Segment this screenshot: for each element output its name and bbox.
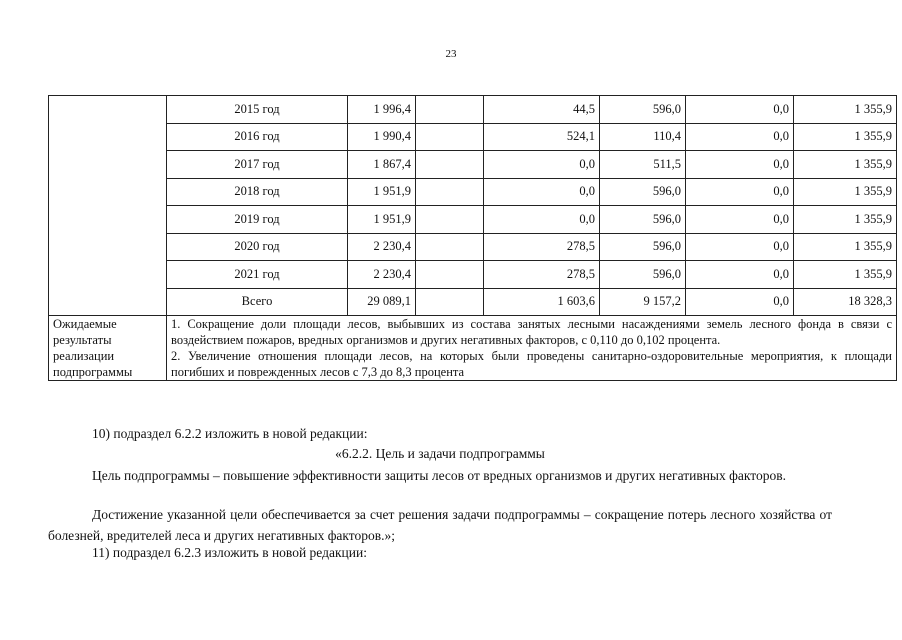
results-item-1: 1. Сокращение доли площади лесов, выбывших из состава занятых лесными насаждениями земель лесного фонда в связи с воздействием пожаров, вредных организмов и других негативных факторов, с 0,110 до 0,102 процента. bbox=[171, 317, 892, 347]
table-cell-value bbox=[416, 261, 484, 289]
table-cell-value: 1 996,4 bbox=[348, 96, 416, 124]
table-cell-value bbox=[416, 178, 484, 206]
table-cell-value: 596,0 bbox=[600, 206, 686, 234]
table-cell-value: 18 328,3 bbox=[794, 288, 897, 316]
table-cell-year: 2021 год bbox=[167, 261, 348, 289]
table-cell-value: 0,0 bbox=[484, 206, 600, 234]
table-cell-value: 524,1 bbox=[484, 123, 600, 151]
table-cell-value: 0,0 bbox=[686, 123, 794, 151]
financing-table bbox=[48, 95, 897, 381]
table-cell-value: 1 355,9 bbox=[794, 151, 897, 179]
table-cell-value: 1 603,6 bbox=[484, 288, 600, 316]
table-row bbox=[49, 178, 897, 206]
results-row bbox=[49, 316, 897, 381]
results-text bbox=[167, 316, 897, 381]
table-cell-value: 0,0 bbox=[686, 206, 794, 234]
table-cell-year: 2015 год bbox=[167, 96, 348, 124]
table-cell-value: 0,0 bbox=[686, 96, 794, 124]
table-cell-value: 278,5 bbox=[484, 233, 600, 261]
goal-paragraph: Цель подпрограммы – повышение эффективности защиты лесов от вредных организмов и других негативных факторов. bbox=[92, 468, 786, 483]
results-item-2: 2. Увеличение отношения площади лесов, на которых были проведены санитарно-оздоровительные мероприятия, к площади погибших и поврежденных лесов с 7,3 до 8,3 процента bbox=[171, 349, 892, 379]
table-row bbox=[49, 288, 897, 316]
table-cell-value: 1 951,9 bbox=[348, 206, 416, 234]
table-cell-year: 2018 год bbox=[167, 178, 348, 206]
section-heading: «6.2.2. Цель и задачи подпрограммы bbox=[335, 446, 545, 461]
table-cell-year: 2016 год bbox=[167, 123, 348, 151]
table-row bbox=[49, 96, 897, 124]
table-cell-value bbox=[416, 96, 484, 124]
table-cell-value: 0,0 bbox=[686, 151, 794, 179]
table-cell-value: 0,0 bbox=[686, 261, 794, 289]
table-cell-value: 1 951,9 bbox=[348, 178, 416, 206]
table-row bbox=[49, 151, 897, 179]
table-cell-value: 278,5 bbox=[484, 261, 600, 289]
table-cell-value bbox=[416, 123, 484, 151]
table-cell-value: 2 230,4 bbox=[348, 261, 416, 289]
table-cell-value: 2 230,4 bbox=[348, 233, 416, 261]
table-cell-value: 110,4 bbox=[600, 123, 686, 151]
table-cell-value: 0,0 bbox=[484, 151, 600, 179]
table-row bbox=[49, 233, 897, 261]
empty-label-cell bbox=[49, 96, 167, 316]
table-cell-value: 596,0 bbox=[600, 96, 686, 124]
table-cell-value: 1 355,9 bbox=[794, 96, 897, 124]
table-cell-year: 2020 год bbox=[167, 233, 348, 261]
table-cell-value: 1 355,9 bbox=[794, 261, 897, 289]
table-cell-value: 0,0 bbox=[484, 178, 600, 206]
table-cell-value: 0,0 bbox=[686, 288, 794, 316]
paragraph-10: 10) подраздел 6.2.2 изложить в новой редакции: bbox=[92, 426, 368, 441]
table-cell-value: 1 355,9 bbox=[794, 206, 897, 234]
table-cell-value bbox=[416, 288, 484, 316]
results-label: Ожидаемые результаты реализации подпрограммы bbox=[49, 316, 167, 381]
table-row bbox=[49, 206, 897, 234]
table-row bbox=[49, 123, 897, 151]
table-cell-value: 511,5 bbox=[600, 151, 686, 179]
table-cell-value: 1 355,9 bbox=[794, 233, 897, 261]
table-cell-value: 596,0 bbox=[600, 261, 686, 289]
table-cell-value bbox=[416, 151, 484, 179]
table-cell-value bbox=[416, 206, 484, 234]
table-cell-value: 1 355,9 bbox=[794, 123, 897, 151]
page-number: 23 bbox=[445, 48, 457, 60]
table-cell-year: 2017 год bbox=[167, 151, 348, 179]
table-cell-year: Всего bbox=[167, 288, 348, 316]
table-row bbox=[49, 261, 897, 289]
table-cell-value: 596,0 bbox=[600, 233, 686, 261]
table-cell-value: 1 990,4 bbox=[348, 123, 416, 151]
table-cell-year: 2019 год bbox=[167, 206, 348, 234]
table-cell-value: 29 089,1 bbox=[348, 288, 416, 316]
table-cell-value: 9 157,2 bbox=[600, 288, 686, 316]
table-cell-value: 596,0 bbox=[600, 178, 686, 206]
achievement-paragraph: Достижение указанной цели обеспечивается за счет решения задачи подпрограммы – сокращение потерь лесного хозяйства от болезней, вредителей леса и других негативных факторов.»; bbox=[48, 507, 832, 543]
table-cell-value: 0,0 bbox=[686, 178, 794, 206]
table-cell-value: 0,0 bbox=[686, 233, 794, 261]
table-cell-value: 1 867,4 bbox=[348, 151, 416, 179]
table-cell-value: 1 355,9 bbox=[794, 178, 897, 206]
table-cell-value bbox=[416, 233, 484, 261]
paragraph-11: 11) подраздел 6.2.3 изложить в новой редакции: bbox=[92, 545, 367, 560]
table-cell-value: 44,5 bbox=[484, 96, 600, 124]
